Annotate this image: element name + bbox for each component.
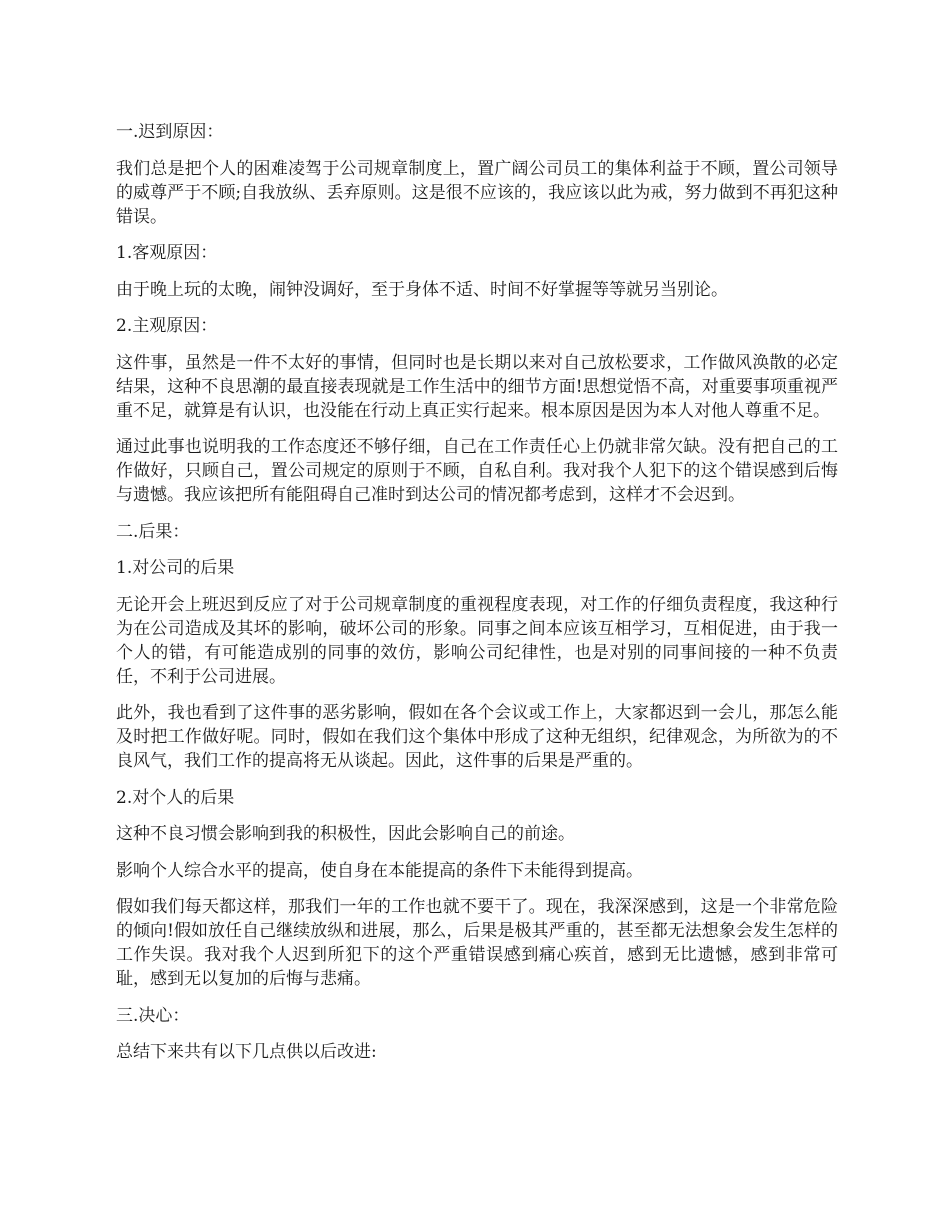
paragraph: 由于晚上玩的太晚，闹钟没调好，至于身体不适、时间不好掌握等等就另当别论。 xyxy=(116,279,728,300)
paragraph: 假如我们每天都这样，那我们一年的工作也就不要干了。现在，我深深感到，这是一个非常危险的倾向!假如放任自己继续放纵和进展，那么，后果是极其严重的，甚至都无法想象会发生怎样的工作失误。我对我个人迟到所犯下的这个严重错误感到痛心疾首，感到无比遗憾，感到非常可耻，感到无以复加的后悔与悲痛。 xyxy=(116,897,838,989)
paragraph: 影响个人综合水平的提高，使自身在本能提高的条件下未能得到提高。 xyxy=(116,860,643,881)
subheading-objective-reasons: 1.客观原因： xyxy=(116,243,218,263)
section-heading-consequences: 二.后果： xyxy=(116,521,190,542)
paragraph: 这件事，虽然是一件不太好的事情，但同时也是长期以来对自己放松要求，工作做风涣散的必定结果，这种不良思潮的最直接表现就是工作生活中的细节方面!思想觉悟不高，对重要事项重视严重不足，就算是有认识，也没能在行动上真正实行起来。根本原因是因为本人对他人尊重不足。 xyxy=(116,352,838,421)
subheading-subjective-reasons: 2.主观原因： xyxy=(116,316,218,336)
subheading-personal-consequences: 2.对个人的后果 xyxy=(116,787,235,808)
document-body xyxy=(116,120,838,1077)
paragraph: 我们总是把个人的困难凌驾于公司规章制度上，置广阔公司员工的集体利益于不顾，置公司领导的威尊严于不顾;自我放纵、丢弃原则。这是很不应该的，我应该以此为戒，努力做到不再犯这种错误。 xyxy=(116,158,838,227)
paragraph: 总结下来共有以下几点供以后改进: xyxy=(116,1042,377,1062)
subheading-company-consequences: 1.对公司的后果 xyxy=(116,558,235,578)
section-heading-resolution: 三.决心： xyxy=(116,1005,190,1026)
paragraph: 通过此事也说明我的工作态度还不够仔细，自己在工作责任心上仍就非常欠缺。没有把自己的工作做好，只顾自己，置公司规定的原则于不顾，自私自利。我对我个人犯下的这个错误感到后悔与遗憾。我应该把所有能阻碍自己准时到达公司的情况都考虑到，这样才不会迟到。 xyxy=(116,437,838,505)
paragraph: 此外，我也看到了这件事的恶劣影响，假如在各个会议或工作上，大家都迟到一会儿，那怎么能及时把工作做好呢。同时，假如在我们这个集体中形成了这种无组织，纪律观念，为所欲为的不良风气，我们工作的提高将无从谈起。因此，这件事的后果是严重的。 xyxy=(116,703,838,771)
section-heading-reasons: 一.迟到原因： xyxy=(116,122,224,142)
paragraph: 无论开会上班迟到反应了对于公司规章制度的重视程度表现，对工作的仔细负责程度，我这种行为在公司造成及其坏的影响，破坏公司的形象。同事之间本应该互相学习，互相促进，由于我一个人的错，有可能造成别的同事的效仿，影响公司纪律性，也是对别的同事间接的一种不负责任，不利于公司进展。 xyxy=(116,594,838,687)
paragraph: 这种不良习惯会影响到我的积极性，因此会影响自己的前途。 xyxy=(116,824,575,844)
